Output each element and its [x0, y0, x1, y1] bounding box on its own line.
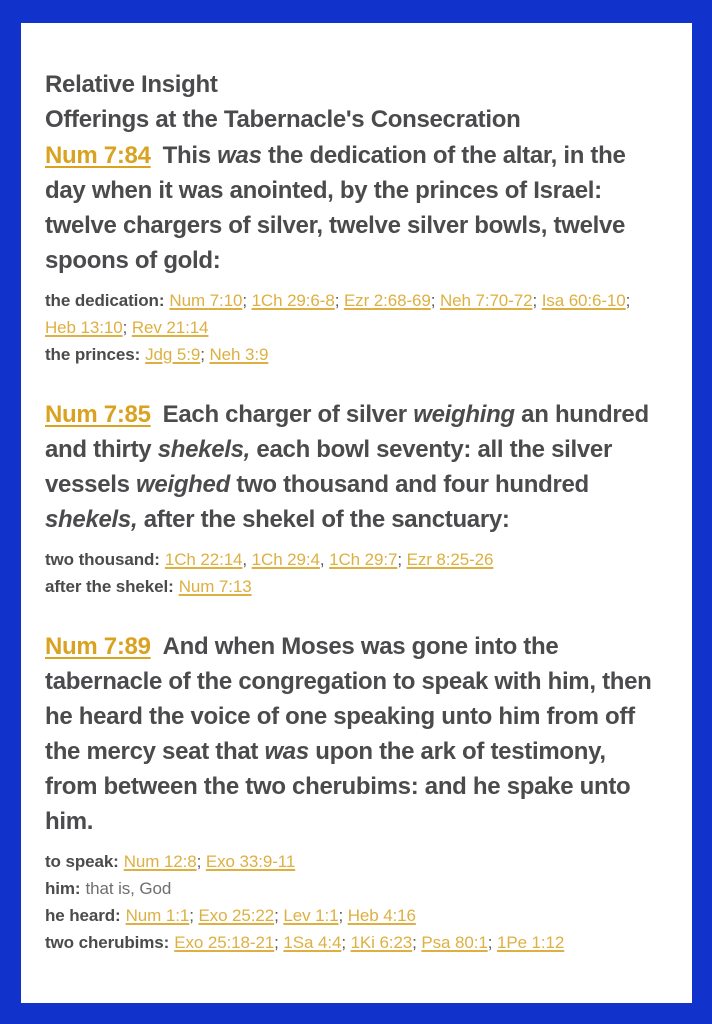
- crossref-separator: ;: [196, 852, 206, 871]
- crossref-line: [45, 848, 652, 875]
- verse-paragraph: [45, 397, 652, 537]
- page-subtitle: Offerings at the Tabernacle's Consecration: [45, 106, 521, 133]
- verse-italic-word: shekels,: [45, 506, 138, 533]
- crossref-block: [45, 848, 652, 956]
- crossref-note: that is, God: [85, 879, 172, 898]
- crossref-separator: ;: [242, 291, 252, 310]
- crossref-separator: ;: [338, 906, 348, 925]
- crossref-link[interactable]: Lev 1:1: [283, 906, 339, 925]
- verse-italic-word: weighed: [136, 471, 230, 498]
- verse-italic-word: was: [217, 142, 262, 169]
- crossref-separator: ;: [334, 291, 344, 310]
- crossref-separator: ;: [274, 906, 284, 925]
- verse-text: upon the ark of testimony, from between the two cherubims: and he spake unto him.: [45, 738, 631, 835]
- crossref-line: [45, 875, 652, 902]
- crossref-separator: ,: [242, 550, 252, 569]
- crossref-link[interactable]: 1Sa 4:4: [283, 933, 342, 952]
- verse-section: [45, 629, 652, 956]
- crossref-link[interactable]: Exo 25:22: [198, 906, 275, 925]
- crossref-link[interactable]: 1Pe 1:12: [496, 933, 565, 952]
- crossref-line: [45, 546, 652, 573]
- crossref-link[interactable]: 1Ch 29:7: [329, 550, 398, 569]
- crossref-separator: ;: [274, 933, 284, 952]
- verse-section: [45, 397, 652, 600]
- verse-section: [45, 138, 652, 368]
- crossref-separator: ,: [319, 550, 330, 569]
- crossref-link[interactable]: 1Ch 29:6-8: [251, 291, 335, 310]
- crossref-block: [45, 287, 652, 368]
- crossref-link[interactable]: Num 7:13: [178, 577, 252, 596]
- crossref-separator: ;: [397, 550, 407, 569]
- crossref-link[interactable]: Neh 7:70-72: [439, 291, 533, 310]
- crossref-link[interactable]: Neh 3:9: [209, 345, 269, 364]
- crossref-separator: ;: [625, 291, 631, 310]
- page-header: [45, 67, 652, 137]
- crossref-label: the dedication:: [45, 291, 165, 310]
- crossref-label: he heard:: [45, 906, 121, 925]
- verse-text: an hundred and thirty: [45, 401, 649, 463]
- crossref-link[interactable]: Num 1:1: [125, 906, 190, 925]
- crossref-line: [45, 929, 652, 956]
- crossref-link[interactable]: Isa 60:6-10: [541, 291, 626, 310]
- crossref-label: him:: [45, 879, 81, 898]
- verse-ref-link[interactable]: Num 7:85: [45, 401, 151, 428]
- crossref-line: [45, 341, 652, 368]
- verse-text: And when Moses was gone into the tabernacle of the congregation to speak with him, then he heard the voice of one speaking unto him from off the mercy seat that: [45, 633, 652, 765]
- crossref-link[interactable]: Heb 13:10: [45, 318, 123, 337]
- crossref-separator: ;: [341, 933, 351, 952]
- crossref-separator: ;: [412, 933, 422, 952]
- crossref-link[interactable]: Num 12:8: [123, 852, 197, 871]
- verse-text: two thousand and four hundred: [229, 471, 589, 498]
- verse-italic-word: shekels,: [157, 436, 251, 463]
- crossref-label: two thousand:: [45, 550, 160, 569]
- crossref-line: [45, 902, 652, 929]
- crossref-line: [45, 573, 652, 600]
- crossref-separator: ;: [430, 291, 440, 310]
- crossref-separator: ;: [200, 345, 210, 364]
- verse-paragraph: [45, 629, 652, 839]
- verse-text: each bowl seventy: all the silver vessels: [45, 436, 613, 498]
- crossref-line: [45, 287, 652, 341]
- crossref-label: to speak:: [45, 852, 119, 871]
- verse-text: This: [162, 142, 218, 169]
- crossref-link[interactable]: 1Ki 6:23: [350, 933, 413, 952]
- crossref-separator: ;: [487, 933, 497, 952]
- crossref-link[interactable]: Psa 80:1: [421, 933, 488, 952]
- crossref-block: [45, 546, 652, 600]
- verse-italic-word: was: [264, 738, 309, 765]
- crossref-link[interactable]: Rev 21:14: [131, 318, 209, 337]
- page-title: Relative Insight: [45, 71, 218, 98]
- sections: [45, 138, 652, 956]
- crossref-separator: ;: [122, 318, 132, 337]
- verse-paragraph: [45, 138, 652, 278]
- crossref-separator: ;: [189, 906, 199, 925]
- content-page: [21, 23, 692, 1003]
- crossref-label: two cherubims:: [45, 933, 170, 952]
- crossref-separator: ;: [532, 291, 542, 310]
- crossref-link[interactable]: Exo 33:9-11: [205, 852, 296, 871]
- crossref-link[interactable]: Jdg 5:9: [145, 345, 201, 364]
- verse-text: Each charger of silver: [162, 401, 414, 428]
- crossref-label: after the shekel:: [45, 577, 174, 596]
- crossref-link[interactable]: Num 7:10: [169, 291, 243, 310]
- crossref-link[interactable]: Ezr 8:25-26: [406, 550, 494, 569]
- crossref-link[interactable]: 1Ch 29:4: [251, 550, 320, 569]
- crossref-link[interactable]: Heb 4:16: [347, 906, 416, 925]
- crossref-link[interactable]: Ezr 2:68-69: [343, 291, 431, 310]
- verse-ref-link[interactable]: Num 7:89: [45, 633, 151, 660]
- verse-italic-word: weighing: [413, 401, 515, 428]
- crossref-link[interactable]: Exo 25:18-21: [174, 933, 275, 952]
- crossref-label: the princes:: [45, 345, 141, 364]
- verse-text: the dedication of the altar, in the day when it was anointed, by the princes of Israel: twelve chargers of silver, twelve silver bowls, twelve spoons of gold:: [45, 142, 626, 274]
- crossref-link[interactable]: 1Ch 22:14: [164, 550, 243, 569]
- verse-ref-link[interactable]: Num 7:84: [45, 142, 151, 169]
- verse-text: after the shekel of the sanctuary:: [137, 506, 510, 533]
